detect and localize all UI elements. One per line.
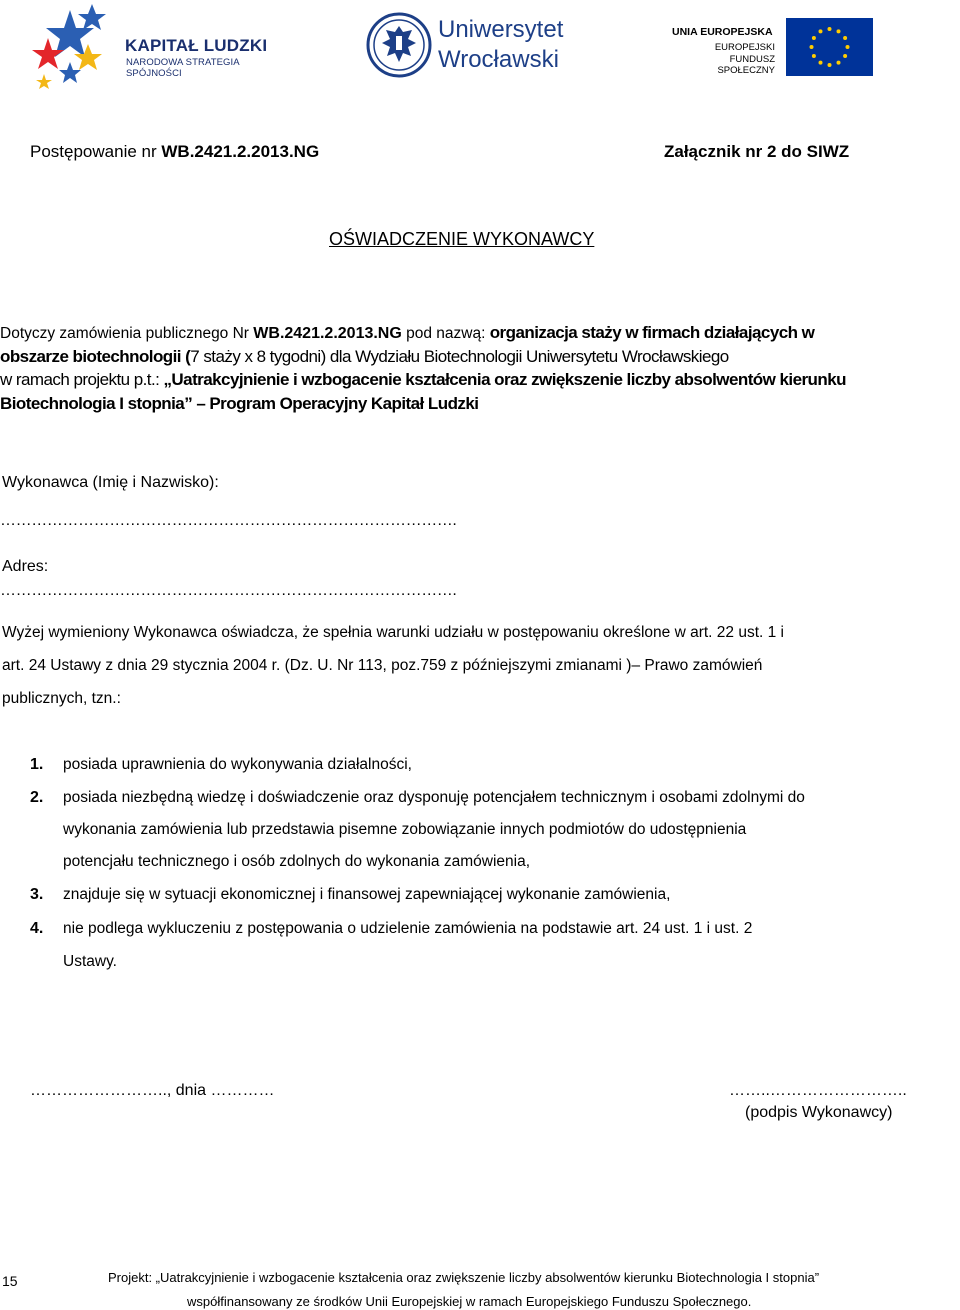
signature-field[interactable]: ……..…………………….. bbox=[729, 1082, 907, 1099]
signature-label: (podpis Wykonawcy) bbox=[745, 1104, 893, 1121]
intro-line-3 bbox=[0, 370, 846, 390]
kapital-ludzki-emblem-icon bbox=[30, 2, 125, 94]
intro-text: 7 staży x 8 tygodni) dla Wydziału Biotechnologii Uniwersytetu Wrocławskiego bbox=[190, 347, 729, 366]
uwr-name-line2: Wrocławski bbox=[438, 46, 559, 73]
eu-fund-label-line2: FUNDUSZ SPOŁECZNY bbox=[717, 54, 775, 76]
footer-cofinance: współfinansowany ze środków Unii Europejskiej w ramach Europejskiego Funduszu Społecznego. bbox=[187, 1294, 752, 1309]
intro-procedure-number: WB.2421.2.2013.NG bbox=[253, 325, 402, 342]
list-item: nie podlega wykluczeniu z postępowania o udzielenie zamówienia na podstawie art. 24 ust. 1 i ust. 2 bbox=[63, 920, 753, 937]
list-item-number: 3. bbox=[30, 886, 44, 903]
contractor-name-field[interactable]: ……………………………………………………………………………. bbox=[0, 512, 457, 529]
intro-text: Dotyczy zamówienia publicznego Nr bbox=[0, 325, 254, 342]
list-item: Ustawy. bbox=[63, 953, 117, 970]
place-date-field[interactable]: …………………….., dnia ………… bbox=[30, 1082, 275, 1099]
eu-fund-label-line1: EUROPEJSKI bbox=[714, 42, 775, 53]
eu-flag-icon bbox=[786, 18, 873, 76]
eu-logo bbox=[670, 18, 875, 78]
intro-line-1 bbox=[0, 323, 814, 343]
intro-line-4: Biotechnologia I stopnia” – Program Operacyjny Kapitał Ludzki bbox=[0, 394, 479, 413]
contractor-label: Wykonawca (Imię i Nazwisko): bbox=[2, 474, 219, 491]
statement-line-3: publicznych, tzn.: bbox=[2, 690, 121, 707]
kapital-ludzki-logo bbox=[30, 2, 280, 94]
uwr-eagle-emblem-icon bbox=[366, 12, 432, 78]
intro-subject: organizacja staży w firmach działających w bbox=[489, 323, 815, 342]
project-title: „Uatrakcyjnienie i wzbogacenie kształcenia oraz zwiększenie liczby absolwentów kierunku bbox=[163, 370, 846, 389]
intro-text: w ramach projektu p.t.: bbox=[0, 370, 164, 389]
attachment-label: Załącznik nr 2 do SIWZ bbox=[664, 142, 850, 161]
procedure-prefix: Postępowanie nr bbox=[30, 142, 162, 161]
list-item-number: 1. bbox=[30, 756, 44, 773]
list-item: wykonania zamówienia lub przedstawia pisemne zobowiązanie innych podmiotów do udostępnienia bbox=[63, 821, 747, 838]
footer-project: Projekt: „Uatrakcyjnienie i wzbogacenie kształcenia oraz zwiększenie liczby absolwentów kierunku Biotechnologia I stopnia” bbox=[108, 1270, 820, 1285]
address-field[interactable]: ……………………………………………………………………………. bbox=[0, 582, 457, 599]
procedure-number-line bbox=[30, 142, 319, 162]
uwr-name-line1: Uniwersytet bbox=[438, 16, 564, 43]
address-label: Adres: bbox=[2, 558, 49, 575]
eu-union-label: UNIA EUROPEJSKA bbox=[672, 26, 773, 38]
list-item-number: 2. bbox=[30, 789, 44, 806]
list-item: znajduje się w sytuacji ekonomicznej i finansowej zapewniającej wykonanie zamówienia, bbox=[63, 886, 671, 903]
procedure-number: WB.2421.2.2013.NG bbox=[161, 142, 320, 161]
list-item: posiada niezbędną wiedzę i doświadczenie oraz dysponuję potencjałem technicznym i osobami zdolnymi do bbox=[63, 789, 805, 806]
uwr-logo bbox=[366, 12, 581, 78]
page-number: 15 bbox=[2, 1273, 18, 1289]
page-title: OŚWIADCZENIE WYKONAWCY bbox=[329, 229, 595, 249]
intro-text: pod nazwą: bbox=[401, 325, 490, 342]
statement-line-2: art. 24 Ustawy z dnia 29 stycznia 2004 r. (Dz. U. Nr 113, poz.759 z późniejszymi zmianami )– Prawo zamówień bbox=[2, 657, 763, 674]
kapital-ludzki-subtitle: NARODOWA STRATEGIA SPÓJNOŚCI bbox=[126, 57, 240, 79]
kapital-ludzki-title: KAPITAŁ LUDZKI bbox=[125, 36, 268, 55]
intro-subject: obszarze biotechnologii ( bbox=[0, 347, 191, 366]
intro-line-2 bbox=[0, 347, 729, 367]
statement-line-1: Wyżej wymieniony Wykonawca oświadcza, że spełnia warunki udziału w postępowaniu określone w art. 22 ust. 1 i bbox=[2, 624, 784, 641]
list-item: posiada uprawnienia do wykonywania działalności, bbox=[63, 756, 412, 773]
list-item-number: 4. bbox=[30, 920, 44, 937]
list-item: potencjału technicznego i osób zdolnych do wykonania zamówienia, bbox=[63, 853, 531, 870]
